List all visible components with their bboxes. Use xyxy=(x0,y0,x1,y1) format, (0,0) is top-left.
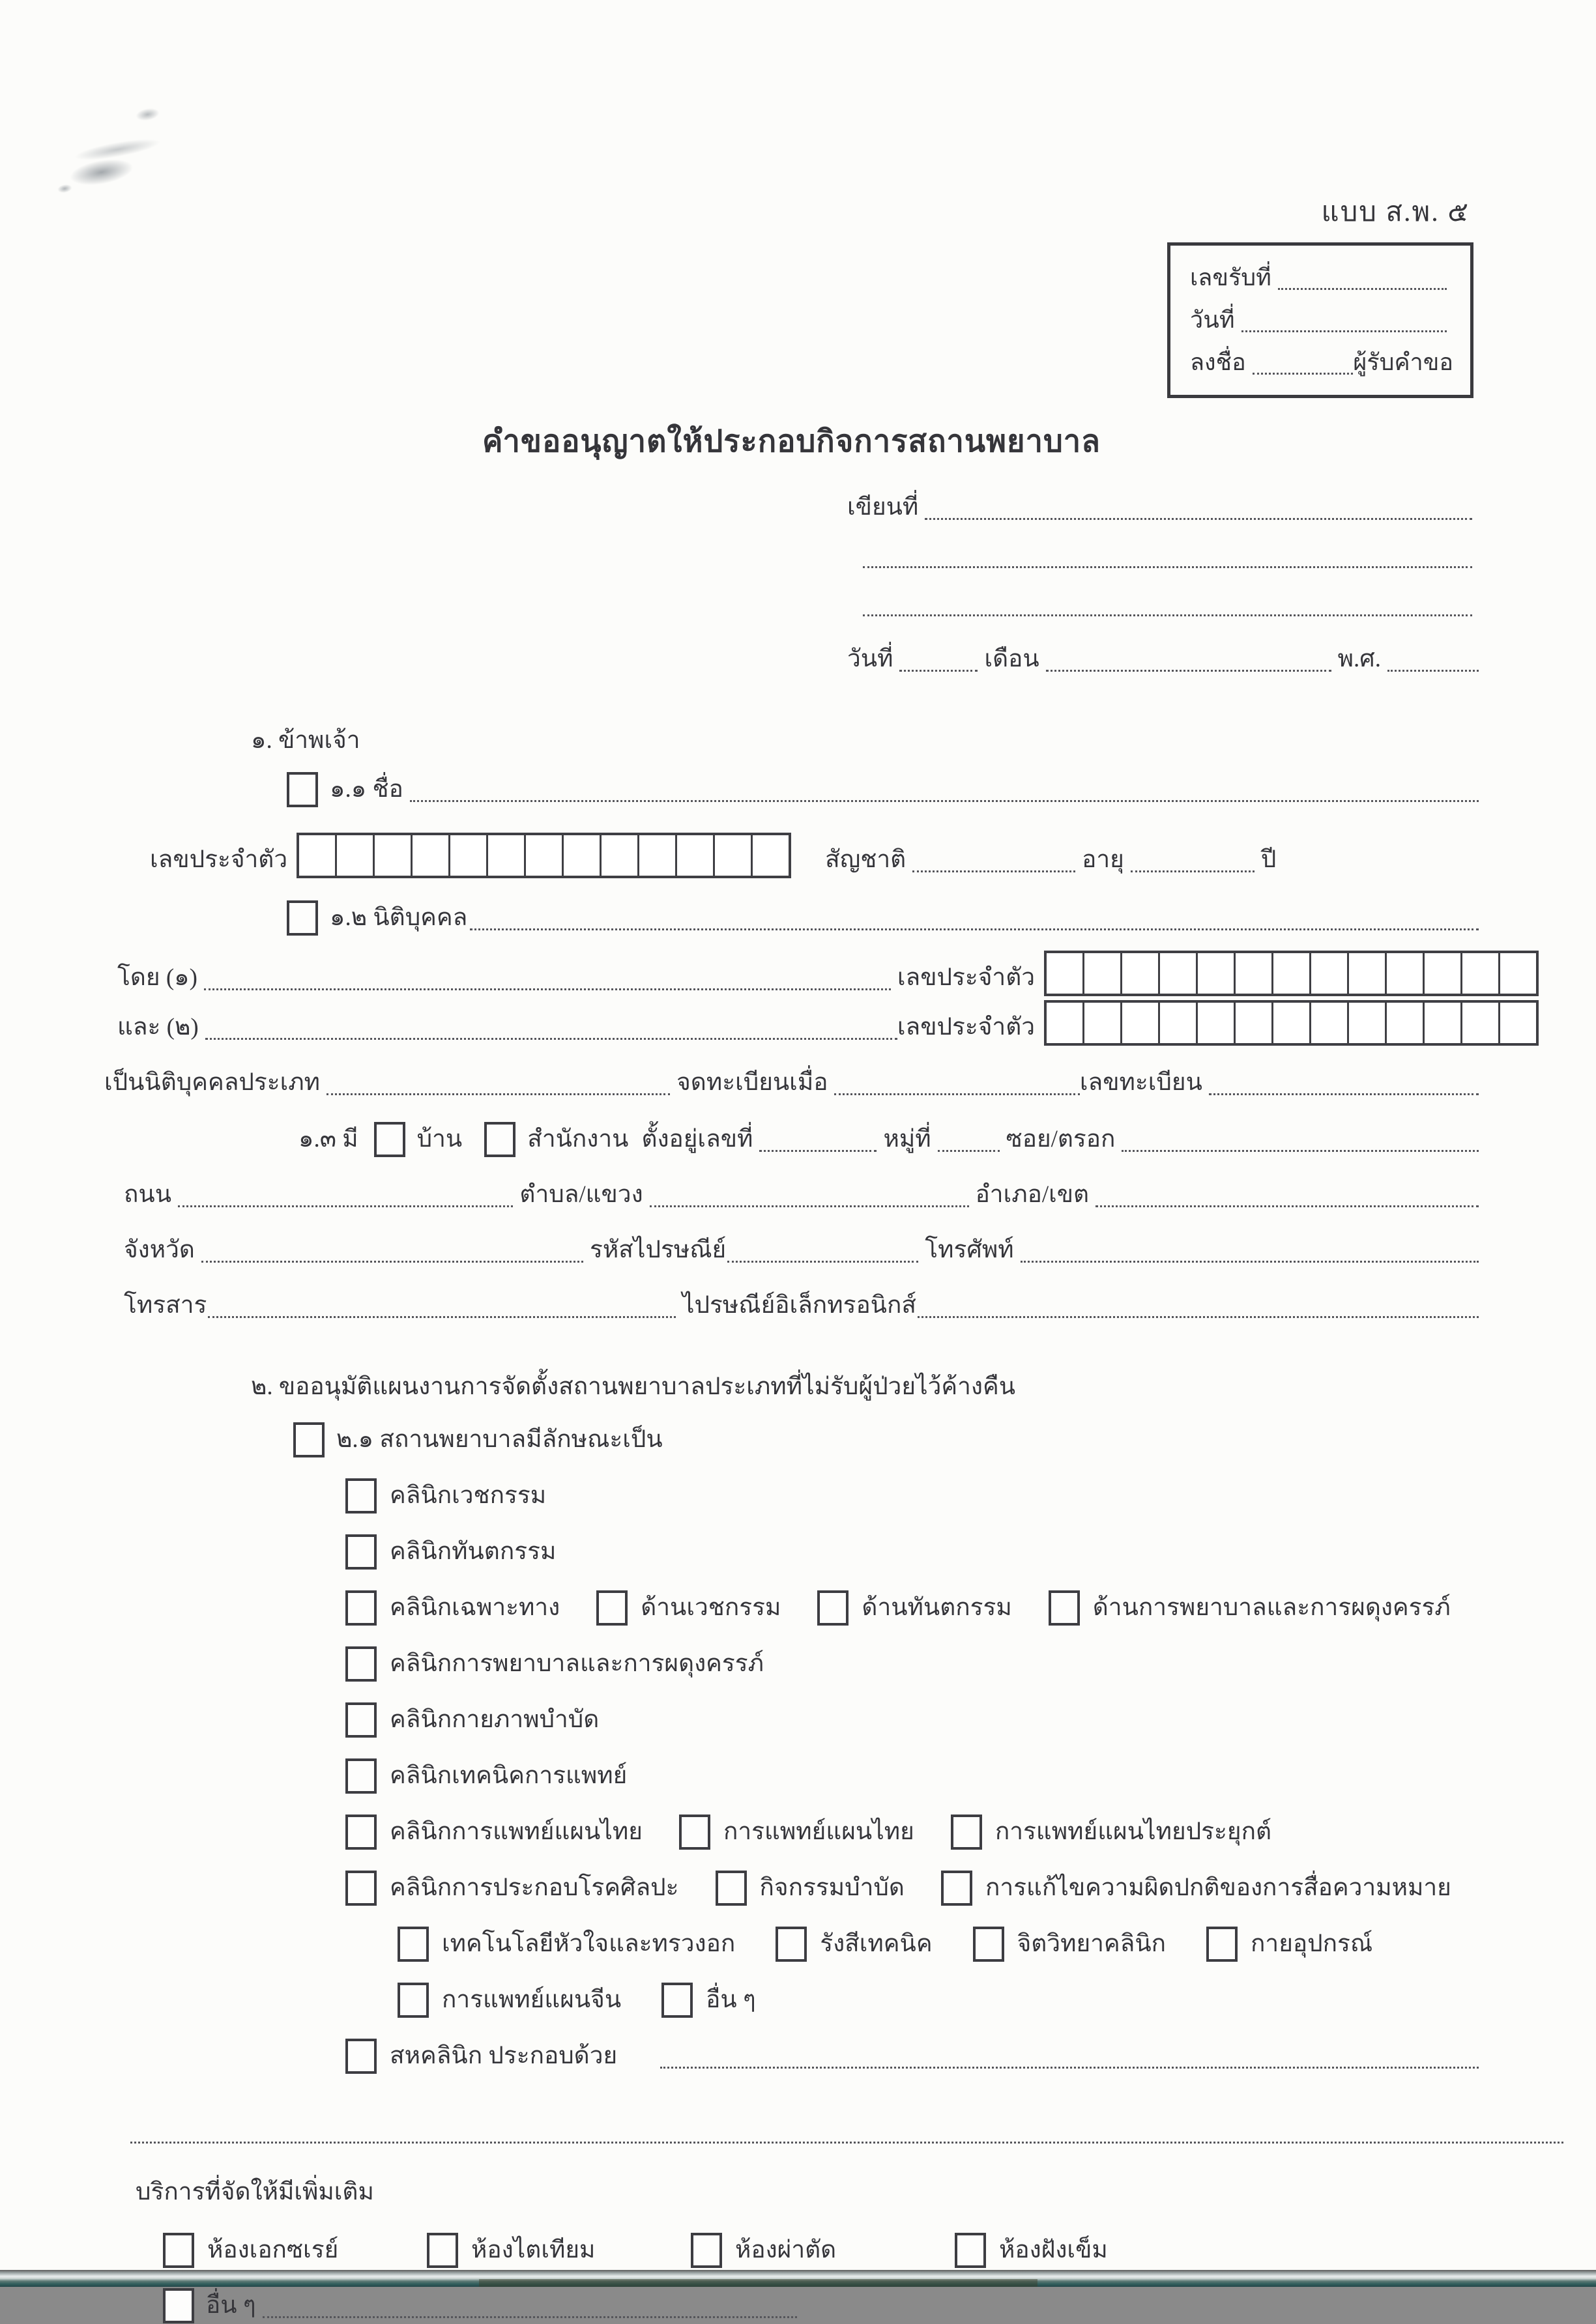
clinic-option-label: การแก้ไขความผิดปกติของการสื่อความหมาย xyxy=(985,1874,1451,1901)
located-at-fill-line[interactable] xyxy=(759,1143,877,1152)
juristic-person-checkbox[interactable] xyxy=(287,900,318,936)
service-option xyxy=(955,2230,1108,2269)
clinic-option-checkbox[interactable] xyxy=(345,1758,377,1794)
clinic-option xyxy=(398,1924,735,1962)
personal-id-row xyxy=(150,833,1479,878)
clinic-option-row xyxy=(398,1924,1479,1962)
subdistrict-label: ตำบล/แขวง xyxy=(519,1181,643,1208)
located-at-label: ตั้งอยู่เลขที่ xyxy=(641,1126,753,1153)
id-digit-cell[interactable] xyxy=(1311,1003,1349,1043)
id-digit-cell[interactable] xyxy=(564,835,602,876)
id-digit-cell[interactable] xyxy=(1198,953,1236,994)
clinic-option-checkbox[interactable] xyxy=(345,1871,377,1906)
clinic-option xyxy=(398,1980,621,2018)
clinic-option-row xyxy=(345,1756,1479,1794)
services-other-checkbox[interactable] xyxy=(163,2288,194,2323)
date-month-fill-line[interactable] xyxy=(1046,663,1331,672)
clinic-option-checkbox[interactable] xyxy=(973,1927,1004,1962)
clinic-option xyxy=(345,1532,556,1570)
applicant-name-row xyxy=(287,769,1479,808)
clinic-option-row xyxy=(345,1700,1479,1738)
section2-heading: ๒. ขออนุมัติแผนงานการจัดตั้งสถานพยาบาลประเภทที่ไม่รับผู้ป่วยไว้ค้างคืน xyxy=(251,1373,1016,1400)
services-heading: บริการที่จัดให้มีเพิ่มเติม xyxy=(136,2179,374,2205)
postcode-label: รหัสไปรษณีย์ xyxy=(590,1237,727,1263)
juristic-type-row xyxy=(104,1063,1479,1101)
written-at-row xyxy=(847,487,1479,526)
clinic-option-checkbox[interactable] xyxy=(661,1983,693,2018)
clinic-option-checkbox[interactable] xyxy=(776,1927,807,1962)
date-month-label: เดือน xyxy=(984,646,1039,672)
clinic-option-checkbox[interactable] xyxy=(345,1478,377,1513)
id-digit-cell[interactable] xyxy=(1160,953,1198,994)
clinic-option-checkbox[interactable] xyxy=(1049,1590,1080,1626)
receipt-date-label: วันที่ xyxy=(1190,307,1235,333)
section1-heading: ๑. ข้าพเจ้า xyxy=(251,727,360,754)
house-checkbox[interactable] xyxy=(374,1122,405,1157)
clinic-option-label: คลินิกกายภาพบำบัด xyxy=(390,1706,600,1733)
services-options-row xyxy=(163,2230,1479,2269)
receipt-no-label: เลขรับที่ xyxy=(1190,265,1271,291)
id-digit-cell[interactable] xyxy=(639,835,677,876)
applicant-person-checkbox[interactable] xyxy=(287,772,318,807)
id-digit-cell[interactable] xyxy=(337,835,375,876)
id-digit-cell[interactable] xyxy=(1198,1003,1236,1043)
receipt-sign-label: ลงชื่อ xyxy=(1190,349,1246,375)
clinic-option-checkbox[interactable] xyxy=(817,1590,849,1626)
receipt-no-row xyxy=(1190,259,1453,296)
receipt-date-fill-line[interactable] xyxy=(1241,324,1447,332)
id-digit-cell[interactable] xyxy=(1349,1003,1387,1043)
by1-id-label: เลขประจำตัว xyxy=(897,964,1035,991)
service-option-label: ห้องไตเทียม xyxy=(471,2237,596,2263)
date-era-label: พ.ศ. xyxy=(1337,646,1381,672)
representative2-fill-line[interactable] xyxy=(205,1031,897,1040)
clinic-option xyxy=(716,1868,905,1906)
written-at-fill-line[interactable] xyxy=(925,511,1472,520)
representative1-id-grid[interactable] xyxy=(1044,951,1539,996)
applicant-name-fill-line[interactable] xyxy=(410,794,1479,802)
juristic-person-row xyxy=(287,898,1479,936)
id-digit-cell[interactable] xyxy=(1236,1003,1273,1043)
moo-label: หมู่ที่ xyxy=(883,1126,931,1153)
service-option xyxy=(163,2230,427,2269)
road-label: ถนน xyxy=(124,1181,171,1208)
section-separator-row xyxy=(130,2110,1563,2144)
clinic-option-row xyxy=(345,1476,1479,1514)
id-digit-cell[interactable] xyxy=(1273,953,1311,994)
id-digit-cell[interactable] xyxy=(375,835,413,876)
clinic-option xyxy=(345,1700,599,1738)
service-option-label: ห้องผ่าตัด xyxy=(735,2237,837,2263)
address-extra-fill-line-2[interactable] xyxy=(863,608,1472,616)
clinic-option-label: กิจกรรมบำบัด xyxy=(759,1874,905,1901)
clinic-option xyxy=(596,1588,781,1626)
phone-fill-line[interactable] xyxy=(1021,1254,1479,1263)
personal-id-label: เลขประจำตัว xyxy=(150,846,288,873)
id-digit-cell[interactable] xyxy=(1387,1003,1425,1043)
receipt-sign-fill-line[interactable] xyxy=(1253,366,1353,375)
juristic-type-fill-line[interactable] xyxy=(326,1087,670,1095)
section-separator-line xyxy=(130,2135,1563,2144)
clinic-option-checkbox[interactable] xyxy=(679,1815,710,1850)
id-digit-cell[interactable] xyxy=(1084,953,1122,994)
clinic-option-label: กายอุปกรณ์ xyxy=(1251,1930,1373,1957)
id-digit-cell[interactable] xyxy=(677,835,715,876)
item12-label: ๑.๒ นิติบุคคล xyxy=(330,904,468,931)
clinic-option xyxy=(345,1868,679,1906)
item13-label: ๑.๓ มี xyxy=(298,1126,358,1153)
clinic-option-label: การแพทย์แผนจีน xyxy=(442,1987,622,2013)
id-digit-cell[interactable] xyxy=(1047,1003,1084,1043)
address-extra-fill-line-1[interactable] xyxy=(863,560,1472,568)
form-title: คำขออนุญาตให้ประกอบกิจการสถานพยาบาล xyxy=(482,425,1101,459)
clinic-options-list xyxy=(104,1476,1479,2074)
email-label: ไปรษณีย์อิเล็กทรอนิกส์ xyxy=(682,1292,916,1319)
id-digit-cell[interactable] xyxy=(299,835,337,876)
item21-label: ๒.๑ สถานพยาบาลมีลักษณะเป็น xyxy=(336,1426,663,1453)
personal-id-grid[interactable] xyxy=(297,833,791,878)
id-digit-cell[interactable] xyxy=(1084,1003,1122,1043)
clinic-option-label: ด้านเวชกรรม xyxy=(641,1594,781,1621)
clinic-option-row xyxy=(345,2036,1479,2074)
fax-fill-line[interactable] xyxy=(208,1310,676,1318)
service-option xyxy=(427,2230,691,2269)
id-digit-cell[interactable] xyxy=(1273,1003,1311,1043)
id-digit-cell[interactable] xyxy=(1425,1003,1462,1043)
receipt-box xyxy=(1167,242,1473,398)
receipt-sign-suffix: ผู้รับคำขอ xyxy=(1353,349,1453,375)
phone-label: โทรศัพท์ xyxy=(925,1237,1014,1263)
moo-fill-line[interactable] xyxy=(938,1143,1000,1152)
nationality-fill-line[interactable] xyxy=(912,864,1075,872)
id-digit-cell[interactable] xyxy=(1122,1003,1160,1043)
clinic-option xyxy=(1049,1588,1451,1626)
service-option-checkbox[interactable] xyxy=(163,2233,194,2268)
road-row xyxy=(124,1175,1479,1213)
clinic-option-row xyxy=(345,1588,1479,1626)
clinic-option xyxy=(345,2036,617,2074)
receipt-date-row xyxy=(1190,301,1453,338)
id-digit-cell[interactable] xyxy=(1122,953,1160,994)
clinic-option-label: อื่น ๆ xyxy=(706,1987,756,2013)
form-code: แบบ ส.พ. ๕ xyxy=(1321,197,1470,227)
clinic-option-label: คลินิกทันตกรรม xyxy=(390,1538,557,1565)
province-label: จังหวัด xyxy=(124,1237,195,1263)
address-extra-row-1 xyxy=(847,543,1479,574)
nationality-label: สัญชาติ xyxy=(825,846,907,873)
registration-no-label: เลขทะเบียน xyxy=(1079,1069,1202,1096)
juristic-name-fill-line[interactable] xyxy=(470,922,1479,930)
id-digit-cell[interactable] xyxy=(1160,1003,1198,1043)
clinic-option-label: สหคลินิก ประกอบด้วย xyxy=(390,2043,618,2069)
facility-type-checkbox[interactable] xyxy=(293,1422,325,1457)
fax-label: โทรสาร xyxy=(124,1292,207,1319)
office-label: สำนักงาน xyxy=(527,1126,629,1153)
by1-label: โดย (๑) xyxy=(117,964,197,991)
services-other-fill-line[interactable] xyxy=(263,2310,797,2318)
clinic-option-checkbox[interactable] xyxy=(398,1927,429,1962)
facility-type-row xyxy=(293,1420,1479,1458)
clinic-option xyxy=(345,1588,560,1626)
registered-on-label: จดทะเบียนเมื่อ xyxy=(676,1069,828,1096)
province-fill-line[interactable] xyxy=(201,1254,583,1263)
clinic-option-row xyxy=(398,1980,1479,2018)
id-digit-cell[interactable] xyxy=(1500,953,1536,994)
clinic-option-checkbox[interactable] xyxy=(345,1646,377,1682)
age-fill-line[interactable] xyxy=(1131,864,1255,872)
subdistrict-fill-line[interactable] xyxy=(650,1199,969,1207)
id-digit-cell[interactable] xyxy=(1500,1003,1536,1043)
clinic-option xyxy=(679,1812,914,1850)
services-other-row xyxy=(163,2286,1479,2324)
clinic-option xyxy=(776,1924,932,1962)
clinic-option-checkbox[interactable] xyxy=(1206,1927,1238,1962)
clinic-option-checkbox[interactable] xyxy=(951,1815,982,1850)
clinic-option-row xyxy=(345,1532,1479,1570)
clinic-option-checkbox[interactable] xyxy=(716,1871,747,1906)
clinic-option-checkbox[interactable] xyxy=(345,1590,377,1626)
clinic-option-label: ด้านทันตกรรม xyxy=(862,1594,1012,1621)
and2-label: และ (๒) xyxy=(117,1014,199,1040)
age-label: อายุ xyxy=(1082,846,1124,873)
clinic-option-checkbox[interactable] xyxy=(345,1815,377,1850)
house-label: บ้าน xyxy=(416,1126,463,1153)
email-fill-line[interactable] xyxy=(918,1310,1479,1318)
clinic-option xyxy=(941,1868,1451,1906)
address-extra-row-2 xyxy=(847,591,1479,622)
representative1-row xyxy=(117,951,1479,996)
registration-no-fill-line[interactable] xyxy=(1209,1087,1479,1095)
clinic-option xyxy=(345,1644,764,1682)
clinic-option-checkbox[interactable] xyxy=(941,1871,972,1906)
id-digit-cell[interactable] xyxy=(526,835,564,876)
postcode-fill-line[interactable] xyxy=(727,1254,918,1263)
id-digit-cell[interactable] xyxy=(1047,953,1084,994)
clinic-option-label: คลินิกการแพทย์แผนไทย xyxy=(390,1818,643,1845)
date-day-label: วันที่ xyxy=(847,646,893,672)
id-digit-cell[interactable] xyxy=(413,835,450,876)
clinic-option-label: คลินิกเทคนิคการแพทย์ xyxy=(390,1762,628,1789)
service-option-checkbox[interactable] xyxy=(691,2233,722,2268)
id-digit-cell[interactable] xyxy=(488,835,526,876)
clinic-option xyxy=(345,1476,546,1514)
clinic-option-row xyxy=(345,1812,1479,1850)
clinic-option-label: คลินิกเวชกรรม xyxy=(390,1482,547,1509)
item11-label: ๑.๑ ชื่อ xyxy=(330,776,403,803)
clinic-option-checkbox[interactable] xyxy=(398,1983,429,2018)
date-day-fill-line[interactable] xyxy=(899,663,978,672)
and2-id-label: เลขประจำตัว xyxy=(897,1014,1035,1040)
soi-fill-line[interactable] xyxy=(1122,1143,1479,1152)
clinic-option-label: จิตวิทยาคลินิก xyxy=(1017,1930,1167,1957)
id-digit-cell[interactable] xyxy=(1311,953,1349,994)
clinic-option xyxy=(1206,1924,1372,1962)
receipt-no-fill-line[interactable] xyxy=(1278,281,1447,290)
service-option-label: ห้องเอกซเรย์ xyxy=(207,2237,339,2263)
written-at-block xyxy=(847,487,1479,678)
road-fill-line[interactable] xyxy=(178,1199,513,1207)
clinic-option-label: การแพทย์แผนไทยประยุกต์ xyxy=(994,1818,1272,1845)
district-label: อำเภอ/เขต xyxy=(975,1181,1090,1208)
registered-on-fill-line[interactable] xyxy=(834,1087,1079,1095)
date-row xyxy=(847,639,1479,678)
clinic-option-checkbox[interactable] xyxy=(596,1590,628,1626)
date-year-fill-line[interactable] xyxy=(1387,663,1479,672)
clinic-option xyxy=(951,1812,1271,1850)
service-option-checkbox[interactable] xyxy=(427,2233,458,2268)
clinic-option-label: เทคโนโลยีหัวใจและทรวงอก xyxy=(442,1930,736,1957)
id-digit-cell[interactable] xyxy=(753,835,789,876)
clinic-option-label: คลินิกเฉพาะทาง xyxy=(390,1594,560,1621)
premise-row xyxy=(298,1119,1479,1158)
clinic-option-label: ด้านการพยาบาลและการผดุงครรภ์ xyxy=(1092,1594,1451,1621)
id-digit-cell[interactable] xyxy=(715,835,753,876)
service-option xyxy=(691,2230,955,2269)
representative2-id-grid[interactable] xyxy=(1044,1000,1539,1046)
clinic-option-checkbox[interactable] xyxy=(345,1534,377,1570)
id-digit-cell[interactable] xyxy=(450,835,488,876)
receipt-sign-row xyxy=(1190,343,1453,380)
clinic-option-label: คลินิกการประกอบโรคศิลปะ xyxy=(390,1874,679,1901)
clinic-option-label: การแพทย์แผนไทย xyxy=(723,1818,914,1845)
clinic-option-label: คลินิกการพยาบาลและการผดุงครรภ์ xyxy=(390,1650,764,1677)
clinic-option xyxy=(661,1980,756,2018)
office-checkbox[interactable] xyxy=(484,1122,515,1157)
soi-label: ซอย/ตรอก xyxy=(1006,1126,1116,1153)
id-digit-cell[interactable] xyxy=(602,835,639,876)
clinic-option-checkbox[interactable] xyxy=(345,2039,377,2074)
id-digit-cell[interactable] xyxy=(1462,1003,1500,1043)
scanner-edge-artifact xyxy=(0,2270,1596,2287)
representative1-fill-line[interactable] xyxy=(204,982,891,990)
service-option-label: ห้องฝังเข็ม xyxy=(999,2237,1108,2263)
clinic-option-checkbox[interactable] xyxy=(345,1702,377,1738)
id-digit-cell[interactable] xyxy=(1387,953,1425,994)
clinic-option-row xyxy=(345,1868,1479,1906)
province-row xyxy=(124,1230,1479,1269)
district-fill-line[interactable] xyxy=(1095,1199,1479,1207)
services-other-label: อื่น ๆ xyxy=(206,2292,256,2319)
id-digit-cell[interactable] xyxy=(1462,953,1500,994)
clinic-option xyxy=(973,1924,1166,1962)
id-digit-cell[interactable] xyxy=(1349,953,1387,994)
id-digit-cell[interactable] xyxy=(1236,953,1273,994)
clinic-option-label: รังสีเทคนิค xyxy=(820,1930,933,1957)
clinic-option xyxy=(345,1812,643,1850)
id-digit-cell[interactable] xyxy=(1425,953,1462,994)
written-at-label: เขียนที่ xyxy=(847,494,919,521)
juristic-type-label: เป็นนิติบุคคลประเภท xyxy=(104,1069,321,1096)
clinic-option-row xyxy=(345,1644,1479,1682)
fax-row xyxy=(124,1285,1479,1324)
clinic-option-fill-line[interactable] xyxy=(660,2060,1479,2069)
clinic-option xyxy=(345,1756,627,1794)
year-unit-label: ปี xyxy=(1260,846,1277,873)
clinic-option xyxy=(817,1588,1011,1626)
representative2-row xyxy=(117,1000,1479,1046)
service-option-checkbox[interactable] xyxy=(955,2233,986,2268)
